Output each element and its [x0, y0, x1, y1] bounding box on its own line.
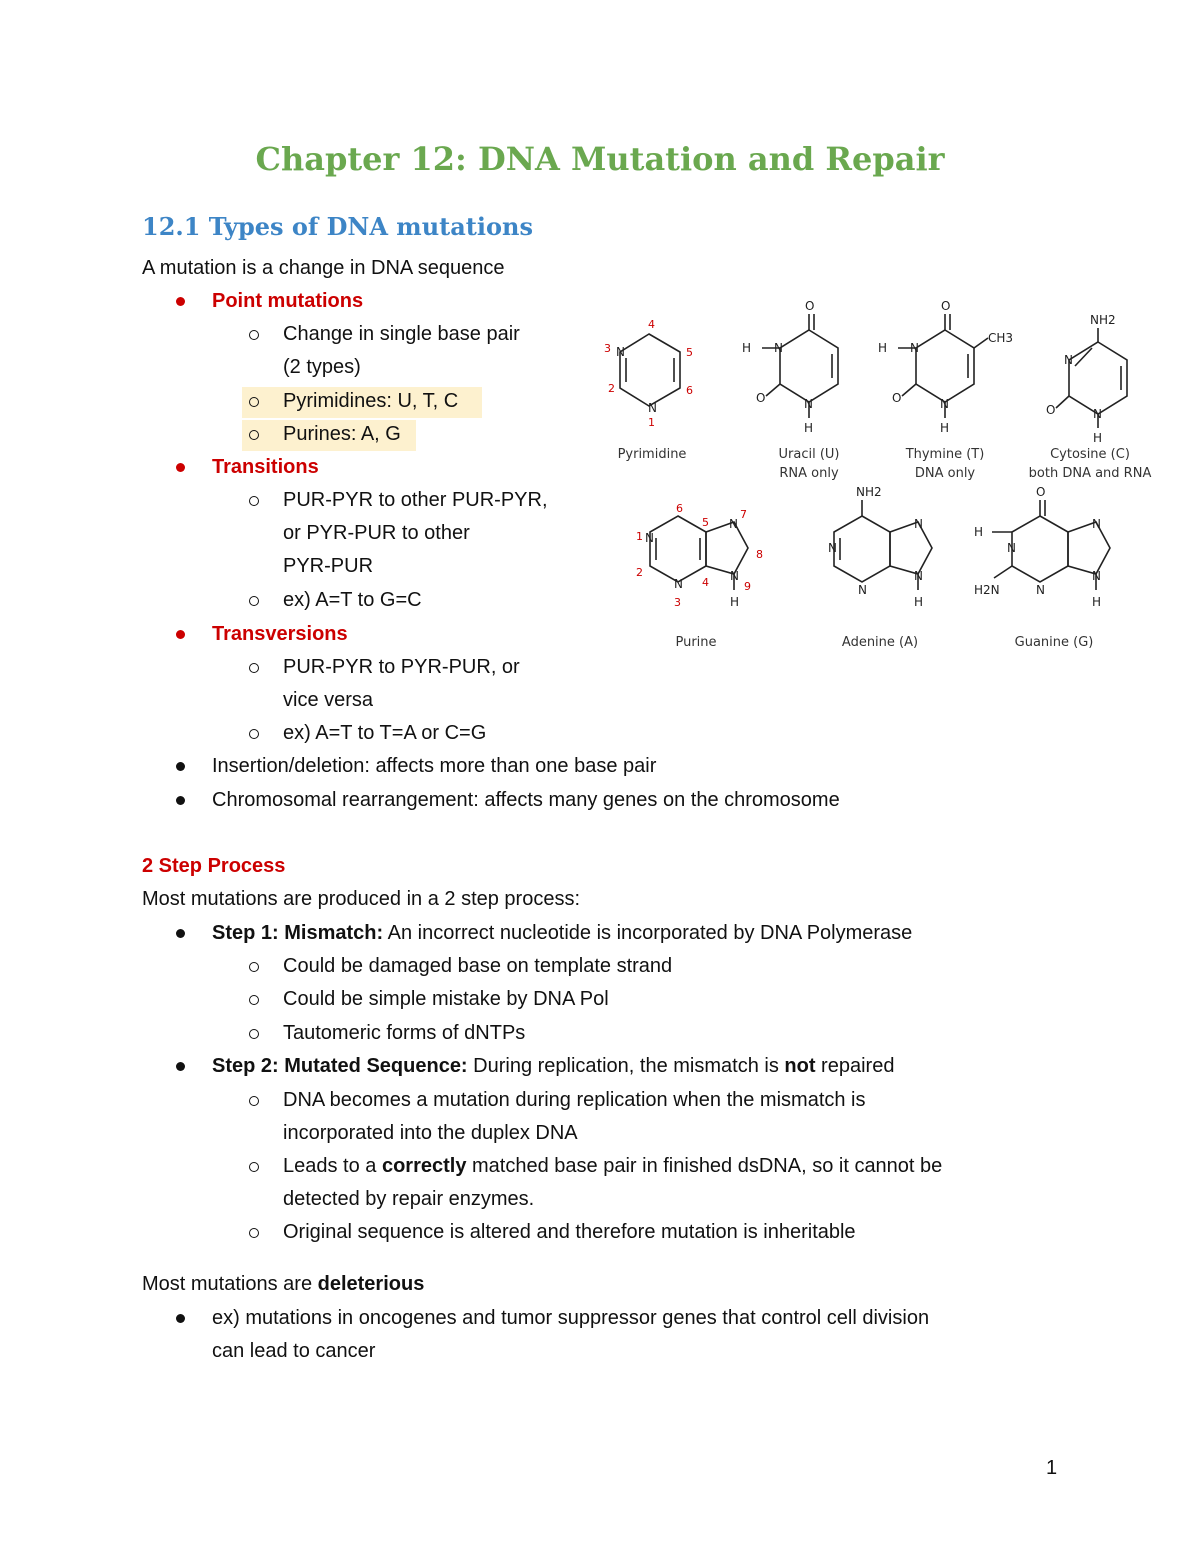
bullet-icon: [176, 762, 185, 771]
svg-text:NH2: NH2: [856, 485, 882, 499]
transversions-sub-line1: PUR-PYR to PYR-PUR, or: [283, 656, 520, 678]
svg-text:CH3: CH3: [988, 331, 1014, 345]
insertion-deletion-item: Insertion/deletion: affects more than one base pair: [212, 755, 657, 777]
svg-text:N: N: [648, 401, 657, 415]
pyrimidine-ring-shape: [620, 334, 680, 406]
deleterious-sub-line2: can lead to cancer: [212, 1340, 376, 1362]
circle-bullet-icon: [249, 397, 259, 407]
thymine-ring-shape: [916, 330, 974, 402]
svg-text:N: N: [914, 569, 923, 583]
circle-bullet-icon: [249, 430, 259, 440]
section-heading: 12.1 Types of DNA mutations: [142, 212, 533, 241]
pyrimidine-caption: Pyrimidine: [617, 447, 687, 462]
svg-text:O: O: [941, 299, 951, 313]
cytosine-caption: Cytosine (C): [1050, 447, 1130, 462]
svg-text:N: N: [1092, 569, 1101, 583]
svg-text:5: 5: [702, 516, 709, 529]
transitions-sub-line3: PYR-PUR: [283, 555, 374, 577]
uracil-note: RNA only: [779, 466, 839, 481]
svg-text:N: N: [729, 517, 738, 531]
svg-text:N: N: [804, 397, 813, 411]
svg-text:7: 7: [740, 508, 747, 521]
svg-text:H: H: [730, 595, 740, 609]
svg-text:N: N: [1093, 407, 1102, 421]
svg-text:4: 4: [648, 318, 655, 331]
svg-text:H: H: [940, 421, 950, 435]
svg-text:H: H: [804, 421, 814, 435]
svg-text:H: H: [1092, 595, 1102, 609]
guanine-ring-shape: [1012, 516, 1068, 582]
step2-sub2-bold: correctly: [381, 1155, 467, 1177]
step2-line: [212, 1050, 894, 1083]
transitions-sub-line2: or PYR-PUR to other: [283, 522, 470, 544]
svg-text:N: N: [910, 341, 919, 355]
bullet-icon: [176, 929, 185, 938]
transversions-sub-line2: vice versa: [283, 689, 374, 711]
svg-text:N: N: [616, 345, 625, 359]
svg-text:N: N: [1036, 583, 1045, 597]
step2-sub2-a: Leads to a: [283, 1155, 382, 1177]
two-step-intro: Most mutations are produced in a 2 step process:: [142, 888, 581, 910]
svg-text:O: O: [892, 391, 902, 405]
point-mutations-label: Point mutations: [212, 290, 364, 312]
svg-text:N: N: [858, 583, 867, 597]
bullet-icon: [176, 297, 185, 306]
step2-sub2-b: matched base pair in finished dsDNA, so it cannot be: [466, 1155, 943, 1177]
svg-text:1: 1: [636, 530, 643, 543]
svg-text:O: O: [805, 299, 815, 313]
cytosine-ring-shape: [1069, 342, 1127, 414]
step2-text-a: During replication, the mismatch is: [467, 1055, 785, 1077]
step2-bold: not: [784, 1055, 816, 1077]
svg-text:9: 9: [744, 580, 751, 593]
circle-bullet-icon: [249, 995, 259, 1005]
circle-bullet-icon: [249, 496, 259, 506]
step2-sub3: Original sequence is altered and therefore mutation is inheritable: [283, 1221, 856, 1243]
svg-text:5: 5: [686, 346, 693, 359]
svg-text:N: N: [1092, 517, 1101, 531]
svg-text:H: H: [974, 525, 984, 539]
step2-sub2-line2: detected by repair enzymes.: [283, 1188, 535, 1210]
step2-sub1-line1: DNA becomes a mutation during replication when the mismatch is: [283, 1089, 866, 1111]
svg-text:O: O: [1036, 485, 1046, 499]
transversions-example: ex) A=T to T=A or C=G: [283, 722, 487, 744]
transversions-label: Transversions: [212, 623, 348, 645]
svg-text:N: N: [645, 531, 654, 545]
deleterious-line: [142, 1268, 424, 1301]
svg-text:H2N: H2N: [974, 583, 1000, 597]
svg-text:N: N: [674, 577, 683, 591]
svg-text:4: 4: [702, 576, 709, 589]
nucleobase-structures-figure: [590, 290, 1180, 670]
svg-text:H: H: [914, 595, 924, 609]
svg-text:3: 3: [604, 342, 611, 355]
svg-text:N: N: [730, 569, 739, 583]
svg-text:H: H: [1093, 431, 1103, 445]
point-sub-line1: Change in single base pair: [283, 323, 520, 345]
two-step-heading: 2 Step Process: [142, 855, 286, 877]
svg-text:NH2: NH2: [1090, 313, 1116, 327]
deleterious-bold: deleterious: [317, 1273, 425, 1295]
page-title: Chapter 12: DNA Mutation and Repair: [255, 140, 945, 178]
chromosomal-item: Chromosomal rearrangement: affects many genes on the chromosome: [212, 789, 840, 811]
svg-text:2: 2: [608, 382, 615, 395]
svg-text:N: N: [914, 517, 923, 531]
step2-sub2-line1: [283, 1150, 942, 1183]
uracil-ring-shape: [780, 330, 838, 402]
step1-sub2: Could be simple mistake by DNA Pol: [283, 988, 609, 1010]
svg-text:N: N: [940, 397, 949, 411]
circle-bullet-icon: [249, 1096, 259, 1106]
deleterious-sub-line1: ex) mutations in oncogenes and tumor suppressor genes that control cell division: [212, 1307, 930, 1329]
step2-label: Step 2: Mutated Sequence:: [212, 1055, 468, 1077]
circle-bullet-icon: [249, 1029, 259, 1039]
svg-text:6: 6: [686, 384, 693, 397]
svg-text:H: H: [742, 341, 752, 355]
svg-text:N: N: [828, 541, 837, 555]
thymine-note: DNA only: [914, 466, 976, 481]
step1-sub3: Tautomeric forms of dNTPs: [283, 1022, 526, 1044]
circle-bullet-icon: [249, 330, 259, 340]
svg-text:N: N: [1064, 353, 1073, 367]
purines-item: Purines: A, G: [283, 423, 401, 445]
purine-ring-shape: [650, 516, 706, 582]
circle-bullet-icon: [249, 962, 259, 972]
circle-bullet-icon: [249, 596, 259, 606]
guanine-caption: Guanine (G): [1014, 635, 1094, 650]
step1-sub1: Could be damaged base on template strand: [283, 955, 673, 977]
svg-text:1: 1: [648, 416, 655, 429]
svg-text:3: 3: [674, 596, 681, 609]
circle-bullet-icon: [249, 1228, 259, 1238]
transitions-label: Transitions: [212, 456, 319, 478]
purine-caption: Purine: [675, 635, 717, 650]
transitions-sub-line1: PUR-PYR to other PUR-PYR,: [283, 489, 548, 511]
page-number: 1: [1046, 1457, 1058, 1479]
uracil-caption: Uracil (U): [778, 447, 840, 462]
step2-sub1-line2: incorporated into the duplex DNA: [283, 1122, 578, 1144]
svg-text:O: O: [756, 391, 766, 405]
step1-line: [212, 917, 912, 950]
bullet-icon: [176, 796, 185, 805]
svg-text:H: H: [878, 341, 888, 355]
bullet-icon: [176, 630, 185, 639]
pyrimidines-item: Pyrimidines: U, T, C: [283, 390, 459, 412]
deleterious-text: Most mutations are: [142, 1273, 318, 1295]
transitions-example: ex) A=T to G=C: [283, 589, 422, 611]
adenine-ring-shape: [834, 516, 890, 582]
circle-bullet-icon: [249, 663, 259, 673]
circle-bullet-icon: [249, 729, 259, 739]
svg-text:N: N: [774, 341, 783, 355]
bullet-icon: [176, 1314, 185, 1323]
bullet-icon: [176, 463, 185, 472]
thymine-caption: Thymine (T): [905, 447, 985, 462]
intro-text: A mutation is a change in DNA sequence: [142, 257, 505, 279]
svg-text:6: 6: [676, 502, 683, 515]
step1-label: Step 1: Mismatch:: [212, 922, 384, 944]
svg-text:O: O: [1046, 403, 1056, 417]
step2-text-b: repaired: [815, 1055, 895, 1077]
adenine-caption: Adenine (A): [841, 635, 919, 650]
svg-text:2: 2: [636, 566, 643, 579]
cytosine-note: both DNA and RNA: [1028, 466, 1152, 481]
svg-text:8: 8: [756, 548, 763, 561]
step1-text: An incorrect nucleotide is incorporated by DNA Polymerase: [383, 922, 913, 944]
circle-bullet-icon: [249, 1162, 259, 1172]
point-sub-line2: (2 types): [283, 356, 361, 378]
bullet-icon: [176, 1062, 185, 1071]
svg-text:N: N: [1007, 541, 1016, 555]
